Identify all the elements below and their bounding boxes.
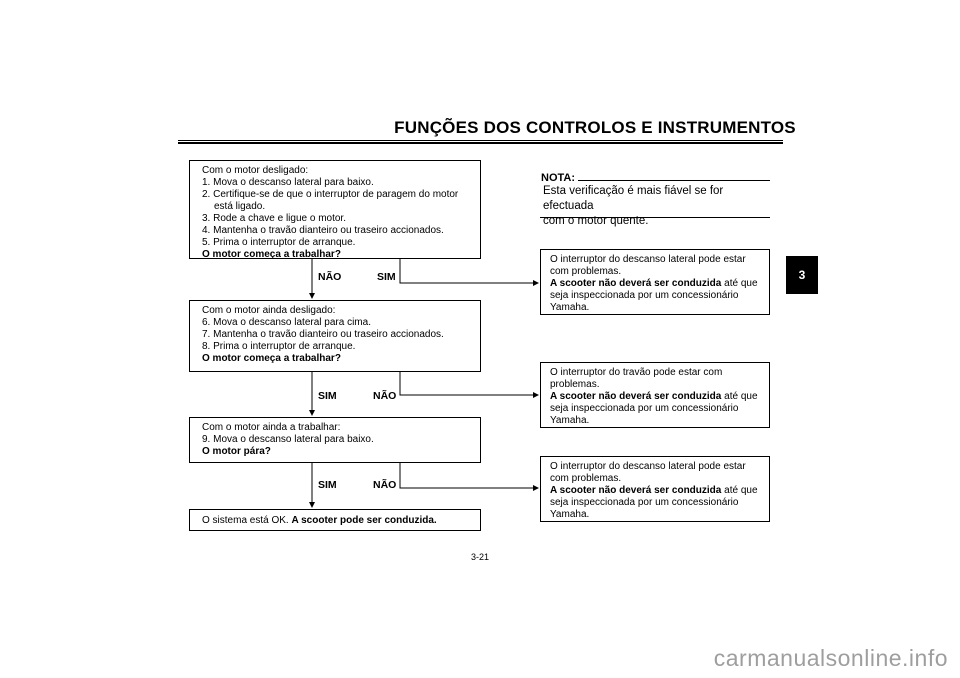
result-line: seja inspeccionada por um concessionário [550, 290, 739, 301]
connector-box1-result1 [400, 259, 538, 283]
note-text [543, 184, 775, 229]
note-text-line: Esta verificação é mais fiável se for efectuada [543, 185, 724, 212]
page-title: FUNÇÕES DOS CONTROLOS E INSTRUMENTOS [394, 118, 796, 137]
note-bottom-rule [540, 217, 770, 218]
box1-question: O motor começa a trabalhar? [202, 249, 341, 260]
result-line: seja inspeccionada por um concessionário [550, 497, 739, 508]
result-box-1 [540, 249, 770, 315]
box1-line: 2. Certifique-se de que o interruptor de paragem do motor [202, 189, 459, 200]
box1-line: Com o motor desligado: [202, 165, 309, 176]
box2-line: 6. Mova o descanso lateral para cima. [202, 317, 371, 328]
result-line: O interruptor do travão pode estar com [550, 367, 723, 378]
box1-line: 1. Mova o descanso lateral para baixo. [202, 177, 374, 188]
result-box-2 [540, 362, 770, 428]
result-line: problemas. [550, 379, 600, 390]
page-number: 3-21 [470, 552, 489, 562]
branch1-right-label: SIM [377, 271, 396, 283]
box1-line: 4. Mantenha o travão dianteiro ou traseiro accionados. [202, 225, 444, 236]
box3-question: O motor pára? [202, 446, 271, 457]
note-text-line: com o motor quente. [543, 215, 649, 227]
branch3-right-label: NÃO [373, 479, 397, 491]
result-line: até que [721, 485, 758, 496]
branch2-right-label: NÃO [373, 390, 397, 402]
result-box-3 [540, 456, 770, 522]
chapter-tab: 3 [786, 256, 818, 294]
box4-plain-text: O sistema está OK. [202, 515, 292, 526]
result-bold: A scooter não deverá ser conduzida [550, 485, 722, 496]
note-label: NOTA: [541, 172, 576, 184]
result-line: seja inspeccionada por um concessionário [550, 403, 739, 414]
box4-bold-text: A scooter pode ser conduzida. [291, 515, 437, 526]
box2-line: Com o motor ainda desligado: [202, 305, 336, 316]
note-rule [578, 180, 770, 181]
flow-step-box-3 [189, 417, 481, 463]
flow-step-box-1 [189, 160, 481, 259]
result-line: com problemas. [550, 473, 622, 484]
watermark: carmanualsonline.info [713, 645, 948, 671]
box3-line: Com o motor ainda a trabalhar: [202, 422, 341, 433]
box2-line: 7. Mantenha o travão dianteiro ou traseiro accionados. [202, 329, 444, 340]
result-line: O interruptor do descanso lateral pode estar [550, 254, 746, 265]
branch3-left-label: SIM [318, 479, 337, 491]
result-line: Yamaha. [550, 509, 590, 520]
box1-line: 3. Rode a chave e ligue o motor. [202, 213, 346, 224]
flow-result-ok-box [189, 509, 481, 531]
box3-line: 9. Mova o descanso lateral para baixo. [202, 434, 374, 445]
box2-question: O motor começa a trabalhar? [202, 353, 341, 364]
result-bold: A scooter não deverá ser conduzida [550, 278, 722, 289]
result-line: até que [721, 278, 758, 289]
flow-step-box-2 [189, 300, 481, 372]
branch2-left-label: SIM [318, 390, 337, 402]
box2-line: 8. Prima o interruptor de arranque. [202, 341, 356, 352]
result-line: com problemas. [550, 266, 622, 277]
connector-box3-result3 [400, 463, 538, 488]
result-line: O interruptor do descanso lateral pode estar [550, 461, 746, 472]
result-line: Yamaha. [550, 302, 590, 313]
box1-line: está ligado. [214, 201, 266, 212]
result-line: Yamaha. [550, 415, 590, 426]
result-line: até que [721, 391, 758, 402]
connector-box2-result2 [400, 372, 538, 395]
box1-line: 5. Prima o interruptor de arranque. [202, 237, 356, 248]
result-bold: A scooter não deverá ser conduzida [550, 391, 722, 402]
branch1-left-label: NÃO [318, 271, 342, 283]
